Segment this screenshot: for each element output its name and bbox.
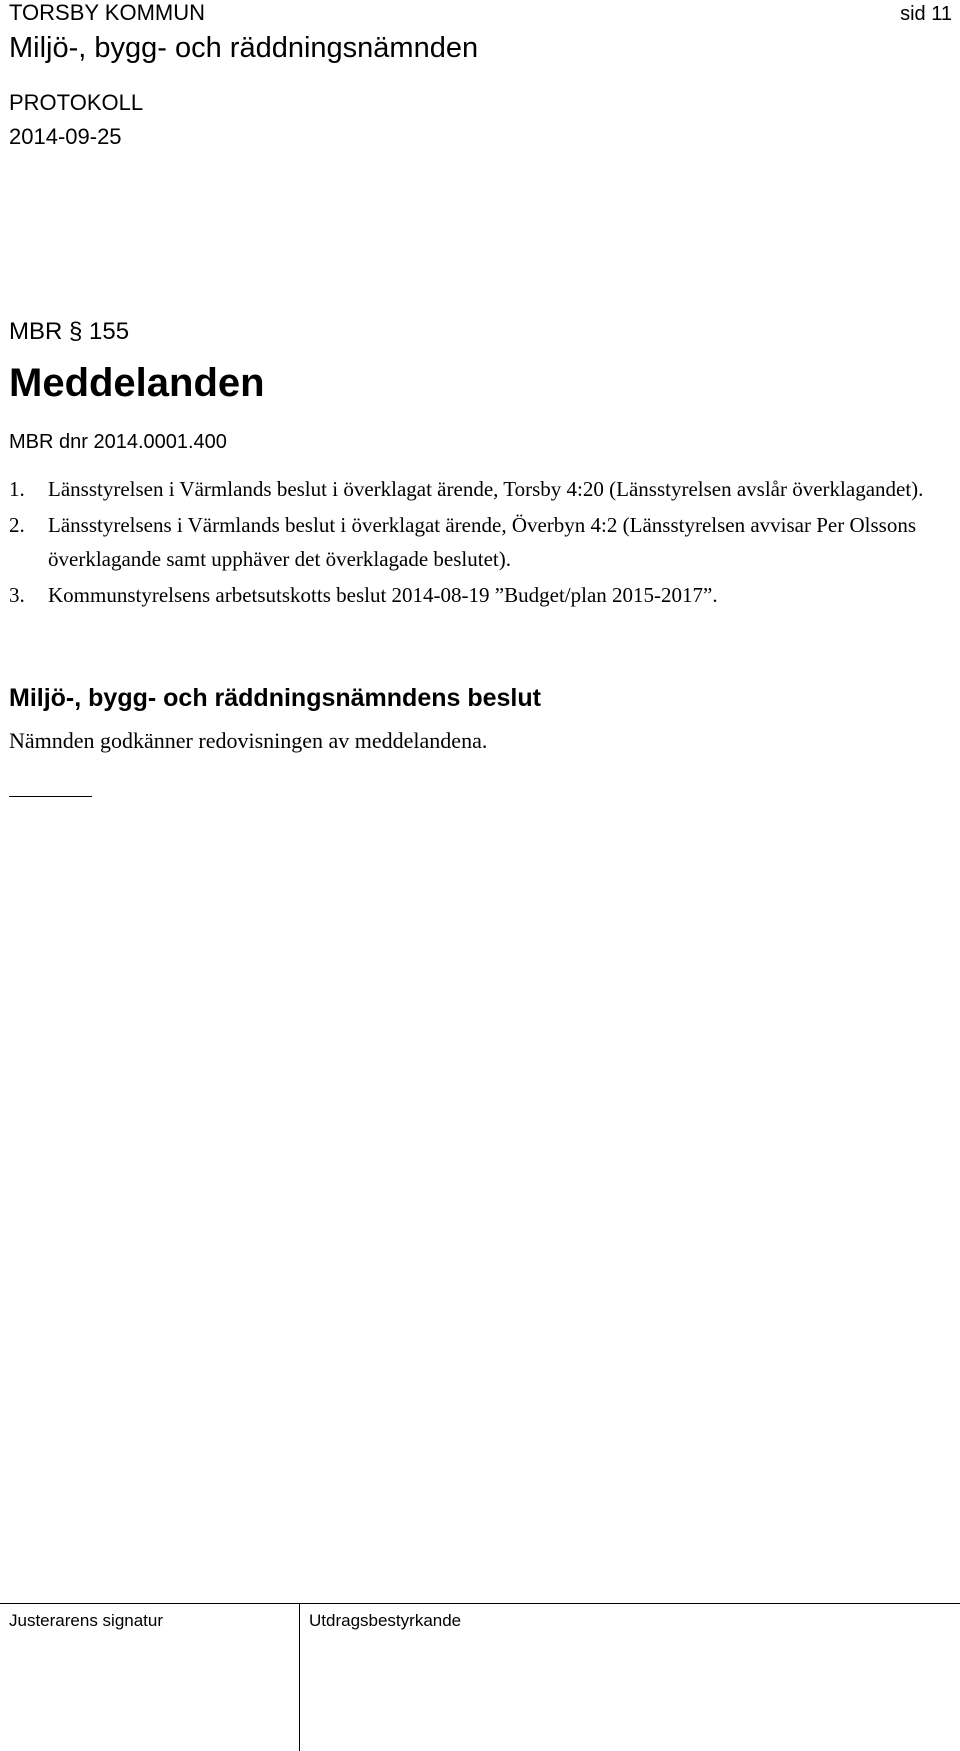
- registration-number: MBR dnr 2014.0001.400: [9, 431, 227, 453]
- list-item-text: Länsstyrelsens i Värmlands beslut i överklagat ärende, Överbyn 4:2 (Länsstyrelsen avvisar Per Olssons överklagande samt upphäver det överklagade beslutet).: [48, 513, 916, 571]
- page-number: sid 11: [900, 3, 952, 25]
- list-item: [9, 578, 949, 612]
- footer-signature-table: [0, 1603, 960, 1751]
- organization-name: TORSBY KOMMUN: [9, 0, 205, 25]
- list-item-text: Kommunstyrelsens arbetsutskotts beslut 2014-08-19 ”Budget/plan 2015-2017”.: [48, 583, 718, 607]
- message-list: [9, 472, 949, 614]
- list-item-text: Länsstyrelsen i Värmlands beslut i överklagat ärende, Torsby 4:20 (Länsstyrelsen avslår överklagandet).: [48, 477, 924, 501]
- list-item-number: 2.: [9, 513, 25, 537]
- extract-certification-box: [300, 1604, 960, 1751]
- decision-heading: Miljö-, bygg- och räddningsnämndens beslut: [9, 684, 541, 712]
- extract-label: Utdragsbestyrkande: [309, 1611, 462, 1630]
- list-item-number: 1.: [9, 477, 25, 501]
- document-type: PROTOKOLL: [9, 90, 144, 115]
- list-item-number: 3.: [9, 583, 25, 607]
- list-item: [9, 508, 949, 576]
- case-number: MBR § 155: [9, 318, 130, 345]
- case-title: Meddelanden: [9, 361, 265, 405]
- committee-name: Miljö-, bygg- och räddningsnämnden: [9, 32, 479, 64]
- signature-box: [0, 1604, 300, 1751]
- end-rule: [9, 796, 92, 797]
- decision-text: Nämnden godkänner redovisningen av meddelandena.: [9, 728, 488, 753]
- signature-label: Justerarens signatur: [9, 1611, 164, 1630]
- document-date: 2014-09-25: [9, 124, 122, 149]
- list-item: [9, 472, 949, 506]
